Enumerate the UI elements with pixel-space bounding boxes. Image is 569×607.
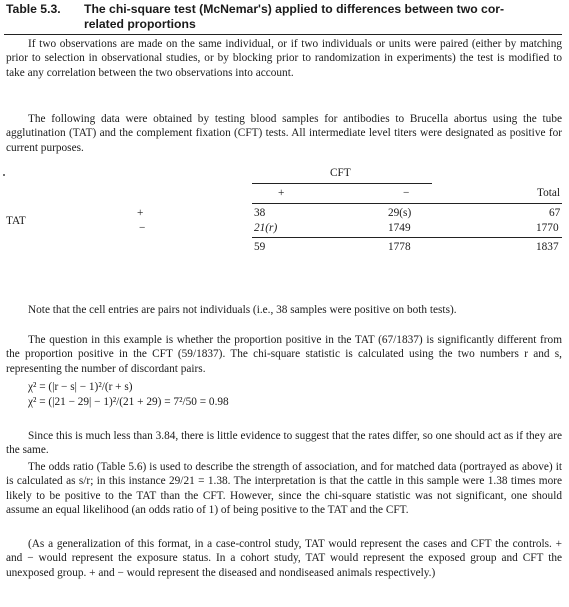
col-group-header: CFT	[330, 167, 351, 179]
total-rule	[252, 237, 562, 238]
title-line-1: The chi-square test (McNemar's) applied to differences between two cor-	[84, 2, 505, 16]
col-group-rule	[252, 183, 432, 184]
header-rule	[252, 203, 562, 204]
paragraph-since: Since this is much less than 3.84, there is little evidence to suggest that the rates differ, so one should act as if they are the same.	[6, 430, 562, 457]
paragraph-odds: The odds ratio (Table 5.6) is used to describe the strength of association, and for matched data (portrayed as above) it is calculated as s/r; in this instance 29/21 = 1.38. The interpretation is that the cattle in this sample were 1.38 times more likely to be positive to the TAT than the CFT. However, since the chi-square statistic was not significant, one should assume an equal likelihood (an odds ratio of 1) of being positive to the TAT and the CFT.	[6, 461, 562, 517]
col-header-total: Total	[537, 187, 561, 199]
cell-total-minus: 1778	[388, 241, 411, 253]
col-header-minus: −	[403, 187, 410, 199]
cell-total-plus: 59	[254, 241, 266, 253]
paragraph-generalization: (As a generalization of this format, in a case-control study, TAT would represent the cases and CFT the controls. + and − would represent the exposure status. In a cohort study, TAT would represent the exposed group and CFT the unexposed group. + and − would represent the diseased and nondiseased animals respectively.)	[6, 538, 562, 579]
cell-plus-minus: 29(s)	[388, 207, 412, 219]
cell-grand-total: 1837	[536, 241, 559, 253]
equation-formula: χ² = (|r − s| − 1)²/(r + s)	[28, 381, 133, 393]
row-group-header: TAT	[6, 215, 26, 227]
cell-plus-plus: 38	[254, 207, 266, 219]
cell-minus-total: 1770	[536, 222, 559, 234]
cell-minus-plus: 21(r)	[254, 222, 278, 234]
col-header-plus: +	[278, 187, 285, 199]
equation-computed: χ² = (|21 − 29| − 1)²/(21 + 29) = 7²/50 = 0.98	[28, 396, 229, 408]
paragraph-intro: If two observations are made on the same individual, or if two individuals or units were paired (either by matching prior to selection in observational studies, or by blocking prior to randomization in experiments) the test is modified to take any correlation between the two observations into account.	[6, 38, 562, 79]
paragraph-question: The question in this example is whether the proportion positive in the TAT (67/1837) is significantly different from the proportion positive in the CFT (59/1837). The chi-square statistic is calculated using the two numbers r and s, representing the number of discordant pairs.	[6, 334, 562, 375]
contingency-table	[0, 160, 569, 290]
paragraph-note: Note that the cell entries are pairs not individuals (i.e., 38 samples were positive on both tests).	[28, 304, 457, 316]
title-line-2: related proportions	[84, 17, 196, 31]
row-header-minus: −	[139, 222, 146, 234]
row-header-plus: +	[137, 207, 144, 219]
cell-minus-minus: 1749	[388, 222, 411, 234]
paragraph-data-intro: The following data were obtained by testing blood samples for antibodies to Brucella abortus using the tube agglutination (TAT) and the complement fixation (CFT) tests. All intermediate level titers were designated as positive for current purposes.	[6, 113, 562, 154]
table-label: Table 5.3.	[6, 2, 61, 16]
title-rule	[4, 34, 562, 35]
cell-plus-total: 67	[549, 207, 561, 219]
